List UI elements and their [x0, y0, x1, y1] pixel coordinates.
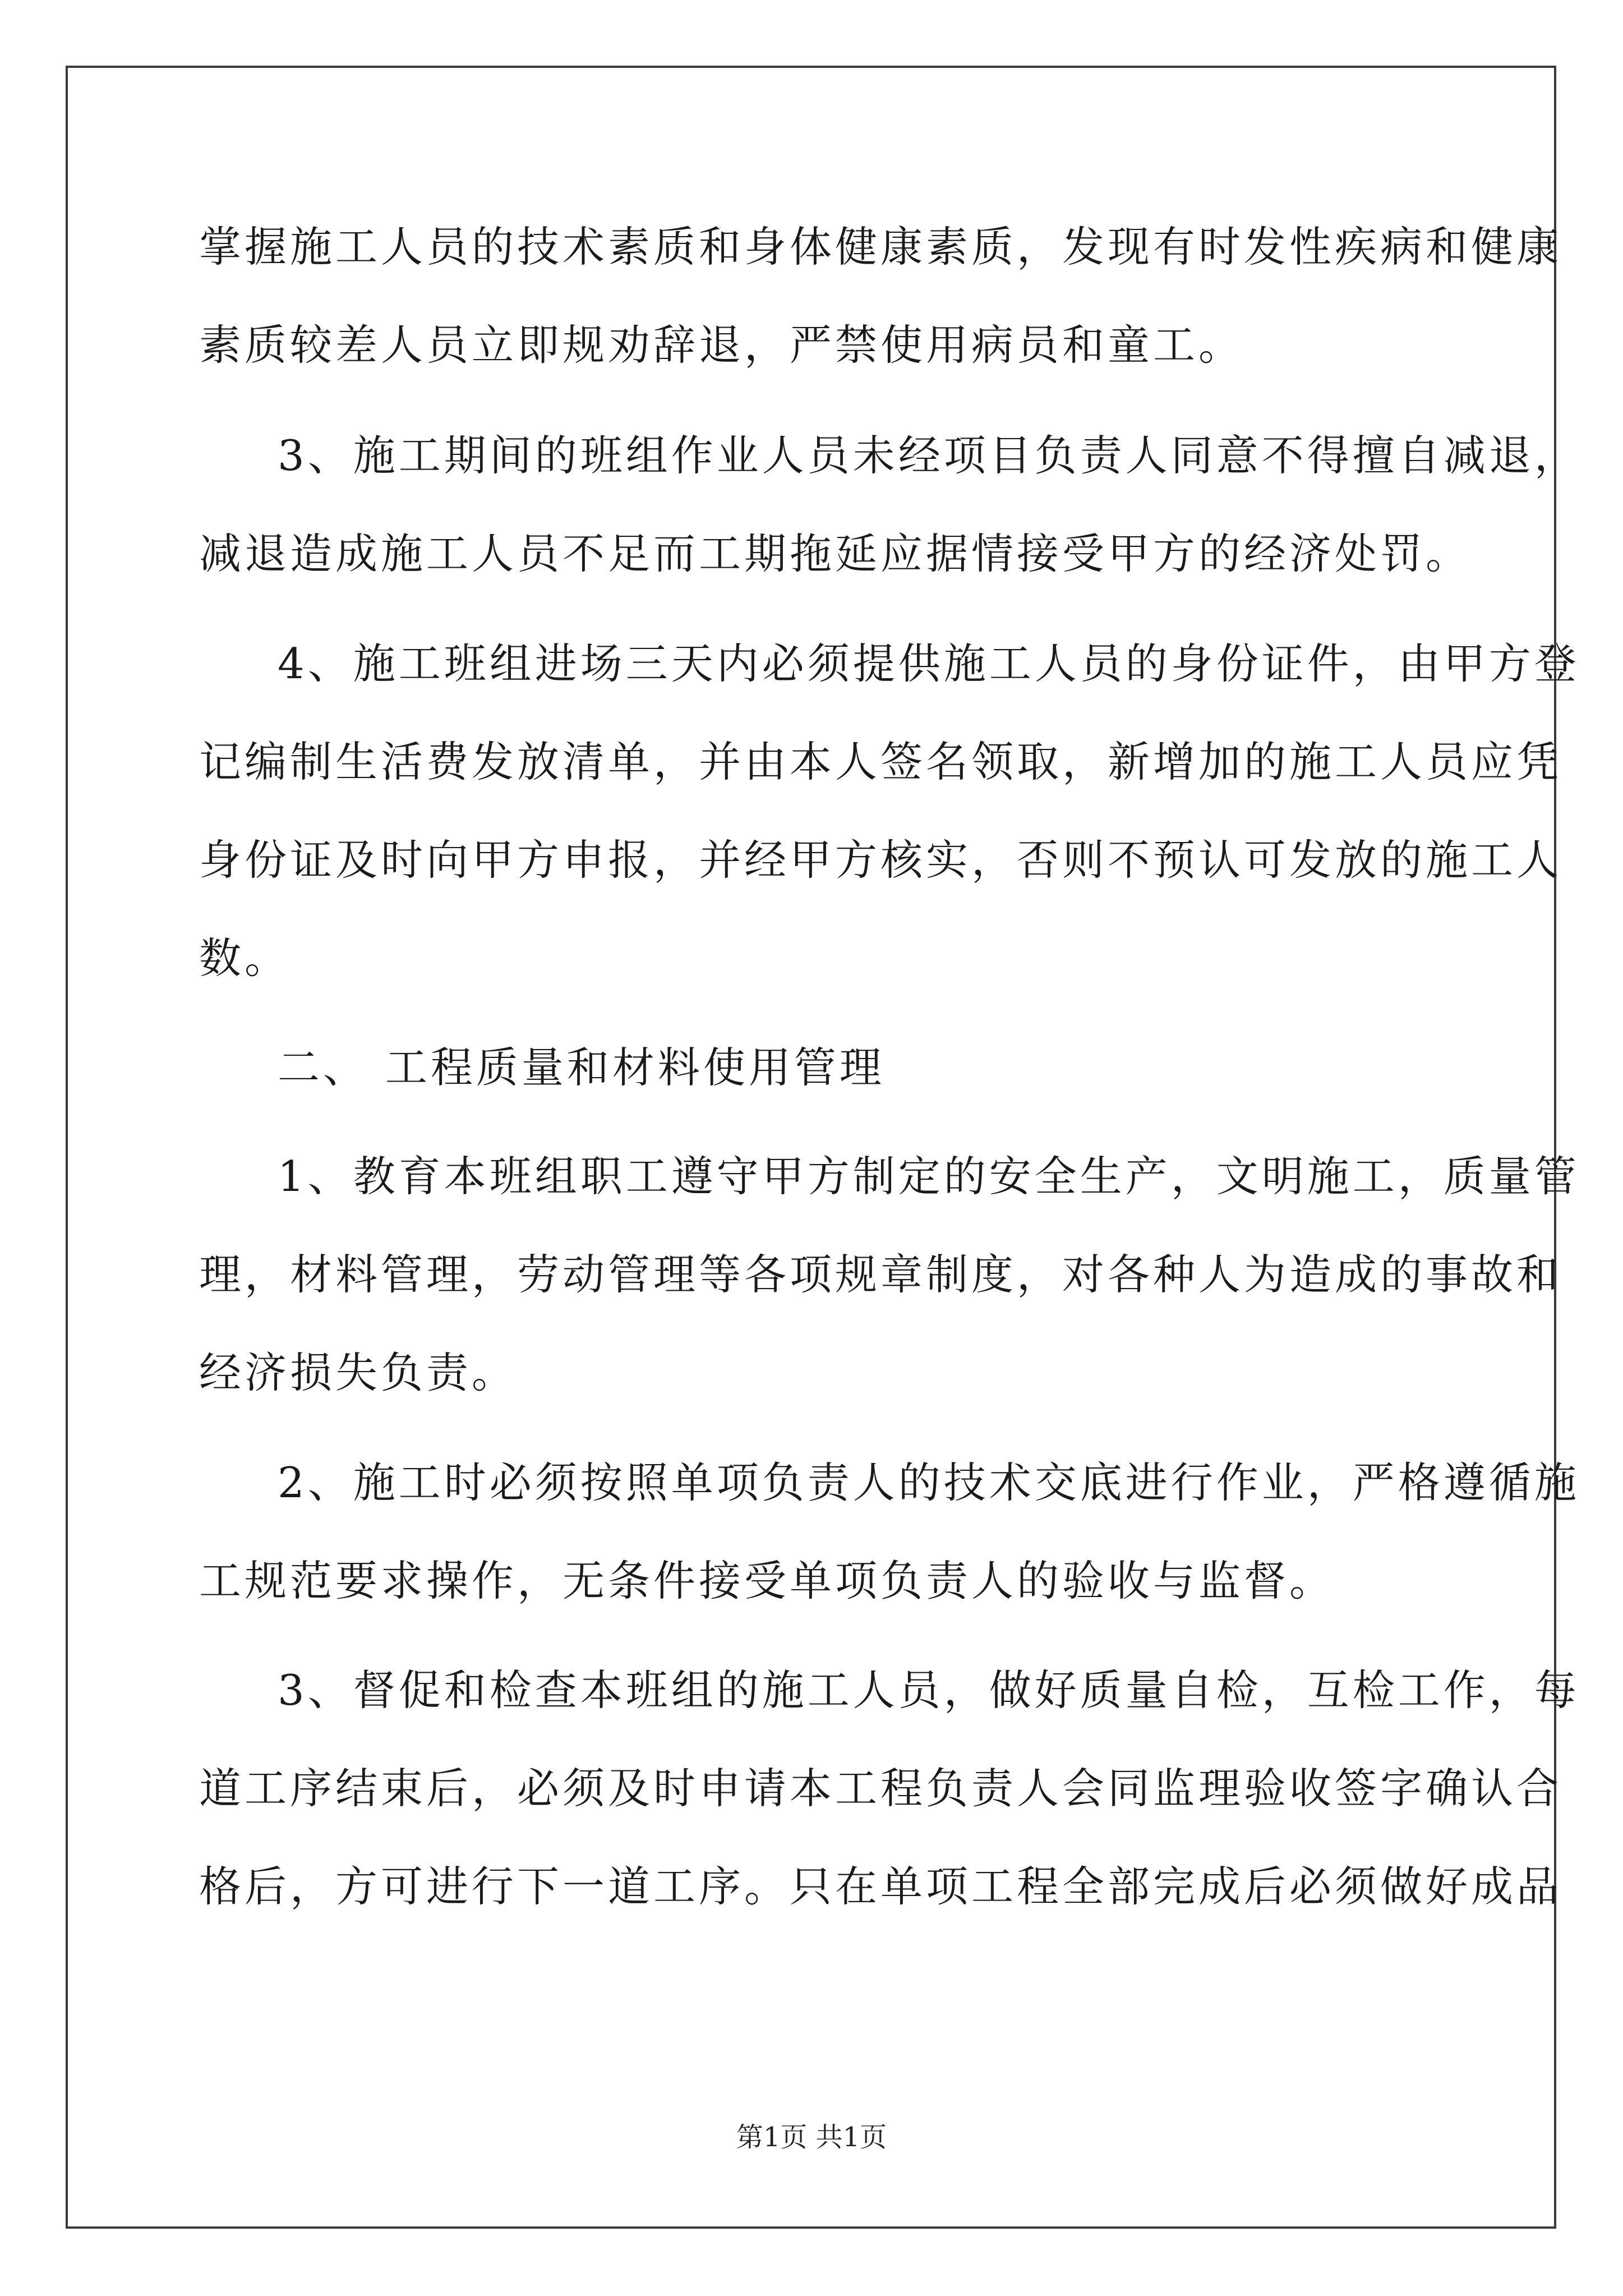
section-heading: 二、 工程质量和材料使用管理: [278, 1043, 885, 1092]
text-line-8: 数。: [199, 933, 291, 983]
text-line-15: 3、督促和检查本班组的施工人员，做好质量自检，互检工作，每: [278, 1665, 1580, 1715]
text-line-6: 记编制生活费发放清单，并由本人签名领取，新增加的施工人员应凭: [199, 737, 1562, 786]
text-line-12: 经济损失负责。: [199, 1348, 518, 1397]
text-line-14: 工规范要求操作，无条件接受单项负责人的验收与监督。: [199, 1556, 1335, 1605]
text-line-13: 2、施工时必须按照单项负责人的技术交底进行作业，严格遵循施: [278, 1458, 1580, 1507]
text-line-3: 3、施工期间的班组作业人员未经项目负责人同意不得擅自减退，: [278, 431, 1580, 480]
text-line-4: 减退造成施工人员不足而工期拖延应据情接受甲方的经济处罚。: [199, 529, 1472, 578]
text-line-2: 素质较差人员立即规劝辞退，严禁使用病员和童工。: [199, 320, 1244, 370]
text-line-1: 掌握施工人员的技术素质和身体健康素质，发现有时发性疾病和健康: [199, 222, 1562, 272]
text-line-5: 4、施工班组进场三天内必须提供施工人员的身份证件，由甲方登: [278, 639, 1580, 688]
text-line-17: 格后，方可进行下一道工序。只在单项工程全部完成后必须做好成品: [199, 1862, 1562, 1911]
page-footer: 第1页 共1页: [736, 2122, 887, 2153]
text-line-7: 身份证及时向甲方申报，并经甲方核实，否则不预认可发放的施工人: [199, 835, 1562, 885]
text-line-11: 理，材料管理，劳动管理等各项规章制度，对各种人为造成的事故和: [199, 1250, 1562, 1299]
text-line-16: 道工序结束后，必须及时申请本工程负责人会同监理验收签字确认合: [199, 1764, 1562, 1813]
text-line-10: 1、教育本班组职工遵守甲方制定的安全生产，文明施工，质量管: [278, 1152, 1580, 1201]
